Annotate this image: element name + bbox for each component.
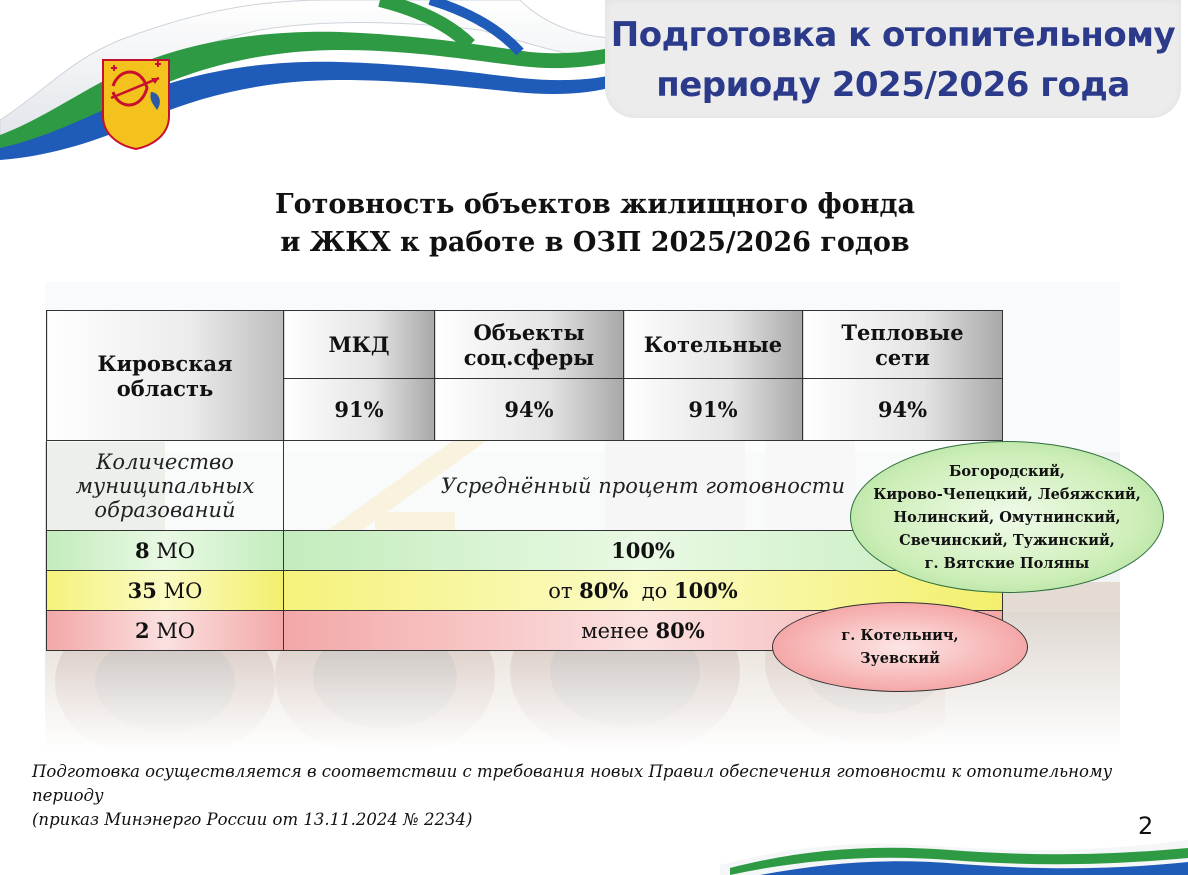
mo-header-line: Количество	[96, 449, 234, 474]
subtitle-line-1: Готовность объектов жилищного фонда	[274, 189, 916, 220]
avg-readiness-label: Усреднённый процент готовности	[440, 473, 846, 498]
callout-line: Кирово-Чепецкий, Лебяжский,	[873, 485, 1141, 503]
range-prefix: менее	[581, 619, 656, 643]
readiness-value-upper: 100%	[673, 578, 738, 603]
readiness-value: 80%	[655, 618, 705, 643]
value-heat-networks: 94%	[803, 379, 1003, 441]
mo-count-cell	[47, 611, 284, 651]
callout-line: Зуевский	[860, 650, 940, 667]
column-header-mkd	[284, 311, 435, 379]
mo-count-cell	[47, 571, 284, 611]
value-mkd: 91%	[284, 379, 435, 441]
column-label-line2: сети	[875, 344, 930, 370]
mo-unit: МО	[149, 619, 196, 643]
mo-header-line: муниципальных	[75, 473, 255, 498]
column-label: Котельные	[643, 332, 783, 357]
mo-count: 35	[127, 578, 157, 603]
title-banner	[605, 0, 1181, 118]
callout-100-percent-districts	[850, 441, 1164, 593]
callout-line: Богородский,	[949, 462, 1065, 480]
mo-count-cell	[47, 531, 284, 571]
readiness-value: 80%	[579, 578, 629, 603]
mo-unit: МО	[156, 579, 203, 603]
column-header-social	[435, 311, 624, 379]
subtitle-line-2: и ЖКХ к работе в ОЗП 2025/2026 годов	[280, 227, 910, 258]
footnote	[32, 760, 1142, 832]
section-heading	[200, 186, 990, 262]
column-header-heat-networks	[803, 311, 1003, 379]
value-boilers: 91%	[624, 379, 803, 441]
callout-line: г. Вятские Поляны	[924, 554, 1090, 572]
title-line-1: Подготовка к отопительному	[610, 15, 1176, 55]
mo-header-line: образований	[94, 497, 236, 522]
region-label: Кировская область	[97, 350, 233, 401]
mo-count: 8	[134, 538, 150, 563]
mo-count: 2	[134, 618, 150, 643]
coat-of-arms-emblem	[101, 58, 171, 150]
page-number: 2	[1138, 812, 1154, 840]
flag-ribbon-top-left	[0, 0, 620, 160]
title-line-2: периоду 2025/2026 года	[656, 65, 1130, 105]
column-label: Тепловые	[841, 319, 964, 345]
callout-line: г. Котельнич,	[841, 627, 959, 644]
range-prefix: от	[548, 579, 580, 603]
page-title	[605, 10, 1181, 110]
column-label: МКД	[328, 332, 390, 357]
value-social: 94%	[435, 379, 624, 441]
range-mid: до	[628, 579, 674, 603]
column-label-line2: соц.сферы	[463, 344, 595, 370]
callout-below-80-districts	[772, 602, 1028, 692]
column-label: Объекты	[473, 319, 585, 345]
region-header-cell	[47, 311, 284, 441]
callout-line: Свечинский, Тужинский,	[899, 531, 1115, 549]
column-header-boilers	[624, 311, 803, 379]
mo-unit: МО	[149, 539, 196, 563]
footnote-line-2: (приказ Минэнерго России от 13.11.2024 № 2234)	[32, 810, 473, 829]
readiness-value: 100%	[611, 538, 675, 563]
mo-count-header	[47, 441, 284, 531]
readiness-table	[46, 310, 1003, 651]
callout-line: Нолинский, Омутнинский,	[893, 508, 1121, 526]
footnote-line-1: Подготовка осуществляется в соответствии с требования новых Правил обеспечения готовности к отопительному периоду	[32, 762, 1113, 805]
